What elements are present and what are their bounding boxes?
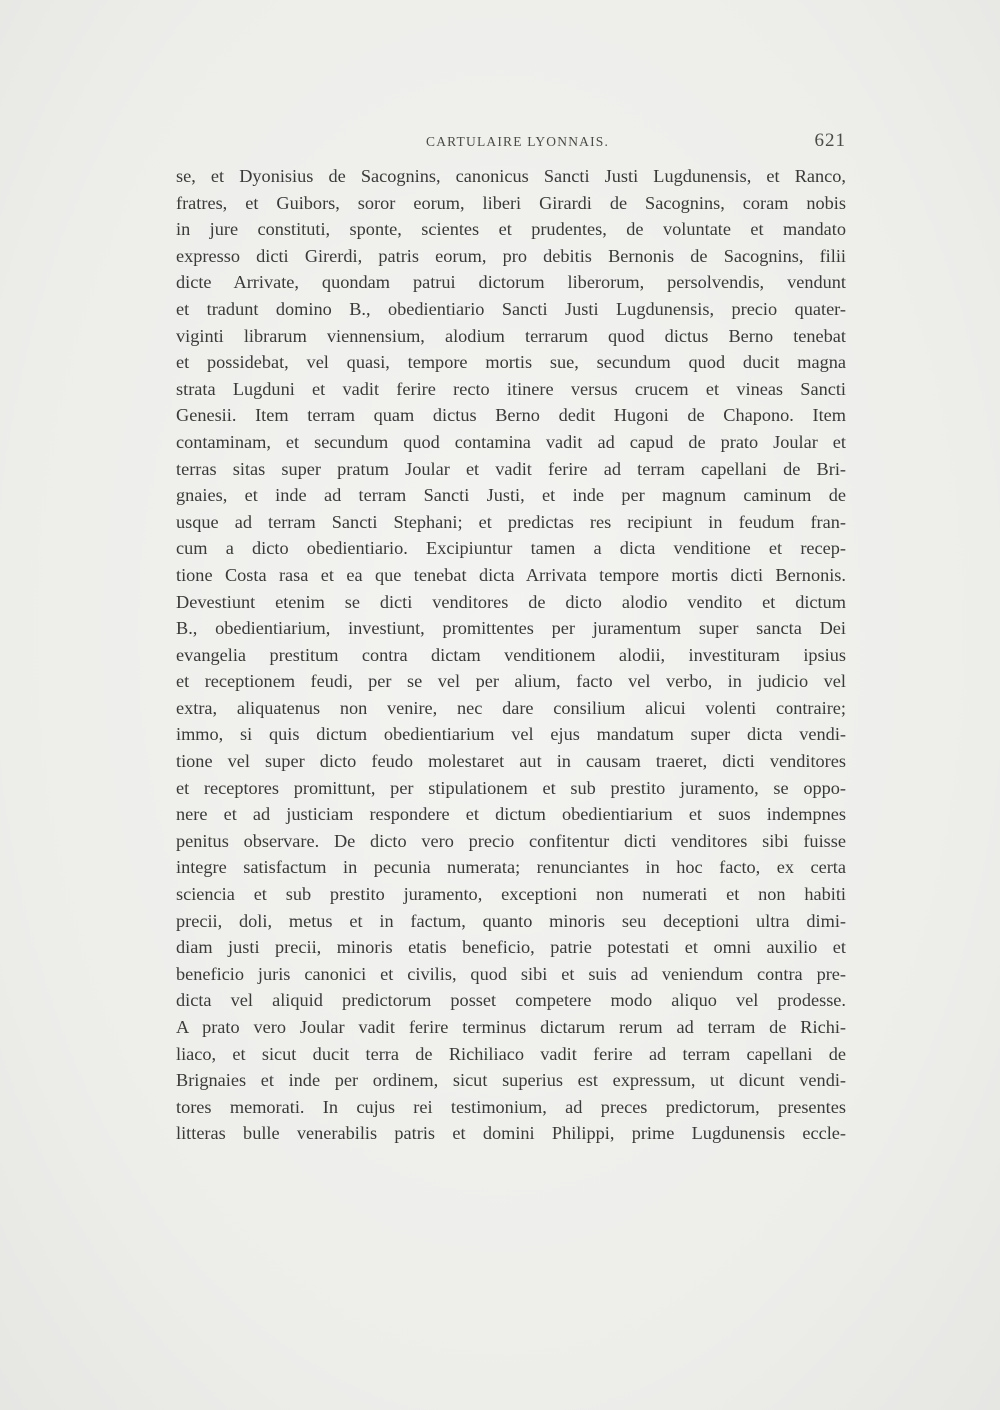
page-header [176,130,846,154]
text-line: nere et ad justiciam respondere et dictum obedientiarium et suos indempnes [176,804,846,825]
text-line: precii, doli, metus et in factum, quanto minoris seu deceptioni ultra dimi- [176,910,846,931]
text-line: sciencia et sub prestito juramento, exceptioni non numerati et non habiti [176,884,846,905]
text-line: usque ad terram Sancti Stephani; et predictas res recipiunt in feudum fran- [176,511,846,532]
text-line: fratres, et Guibors, soror eorum, liberi Girardi de Sacognins, coram nobis [176,192,846,213]
text-line: contaminam, et secundum quod contamina vadit ad capud de prato Joular et [176,431,846,452]
text-line: dicta vel aliquid predictorum posset competere modo aliquo vel prodesse. [176,990,846,1011]
text-line: cum a dicto obedientiario. Excipiuntur tamen a dicta venditione et recep- [176,538,846,559]
text-line: et tradunt domino B., obedientiario Sancti Justi Lugdunensis, precio quater- [176,298,846,319]
text-line: tione vel super dicto feudo molestaret aut in causam traeret, dicti venditores [176,751,846,772]
text-line: dicte Arrivate, quondam patrui dictorum liberorum, persolvendis, vendunt [176,272,846,293]
text-line: Brignaies et inde per ordinem, sicut superius est expressum, ut dicunt vendi- [176,1070,846,1091]
text-line: extra, aliquatenus non venire, nec dare consilium alicui volenti contraire; [176,697,846,718]
text-line: A prato vero Joular vadit ferire terminus dictarum rerum ad terram de Richi- [176,1017,846,1037]
text-line: integre satisfactum in pecunia numerata; renunciantes in hoc facto, ex certa [176,857,846,878]
text-line: strata Lugduni et vadit ferire recto itinere versus crucem et vineas Sancti [176,378,846,399]
text-line: B., obedientiarium, investiunt, promittentes per juramentum super sancta Dei [176,618,846,639]
text-line: in jure constituti, sponte, scientes et prudentes, de voluntate et mandato [176,219,846,240]
text-line: viginti librarum viennensium, alodium terrarum quod dictus Berno tenebat [176,325,846,346]
text-line: et receptionem feudi, per se vel per alium, facto vel verbo, in judicio vel [176,671,846,692]
text-line: et receptores promittunt, per stipulationem et sub prestito juramento, se oppo- [176,777,846,798]
text-line: expresso dicti Girerdi, patris eorum, pro debitis Bernonis de Sacognins, filii [176,245,846,266]
text-line: liaco, et sicut ducit terra de Richiliaco vadit ferire ad terram capellani de [176,1043,846,1064]
text-line: et possidebat, vel quasi, tempore mortis sue, secundum quod ducit magna [176,352,846,373]
text-line: tione Costa rasa et ea que tenebat dicta Arrivata tempore mortis dicti Bernonis. [176,564,846,585]
text-line: gnaies, et inde ad terram Sancti Justi, et inde per magnum caminum de [176,485,846,506]
text-line: diam justi precii, minoris etatis beneficio, patrie potestati et omni auxilio et [176,937,846,958]
text-line: terras sitas super pratum Joular et vadit ferire ad terram capellani de Bri- [176,458,846,479]
text-line: beneficio juris canonici et civilis, quod sibi et suis ad veniendum contra pre- [176,963,846,984]
body-text [176,163,846,1147]
text-line: immo, si quis dictum obedientiarium vel ejus mandatum super dicta vendi- [176,724,846,745]
text-line: litteras bulle venerabilis patris et domini Philippi, prime Lugdunensis eccle- [176,1123,846,1144]
running-head: CARTULAIRE LYONNAIS. [426,134,610,149]
text-line: tores memorati. In cujus rei testimonium, ad preces predictorum, presentes [176,1096,846,1117]
text-line: evangelia prestitum contra dictam venditionem alodii, investituram ipsius [176,644,846,665]
page-number: 621 [814,130,846,151]
text-line: Devestiunt etenim se dicti venditores de dicto alodio vendito et dictum [176,591,846,612]
text-line: se, et Dyonisius de Sacognins, canonicus Sancti Justi Lugdunensis, et Ranco, [176,166,846,186]
text-line: penitus observare. De dicto vero precio confitentur dicti venditores sibi fuisse [176,830,846,851]
text-line: Genesii. Item terram quam dictus Berno dedit Hugoni de Chapono. Item [176,405,846,426]
